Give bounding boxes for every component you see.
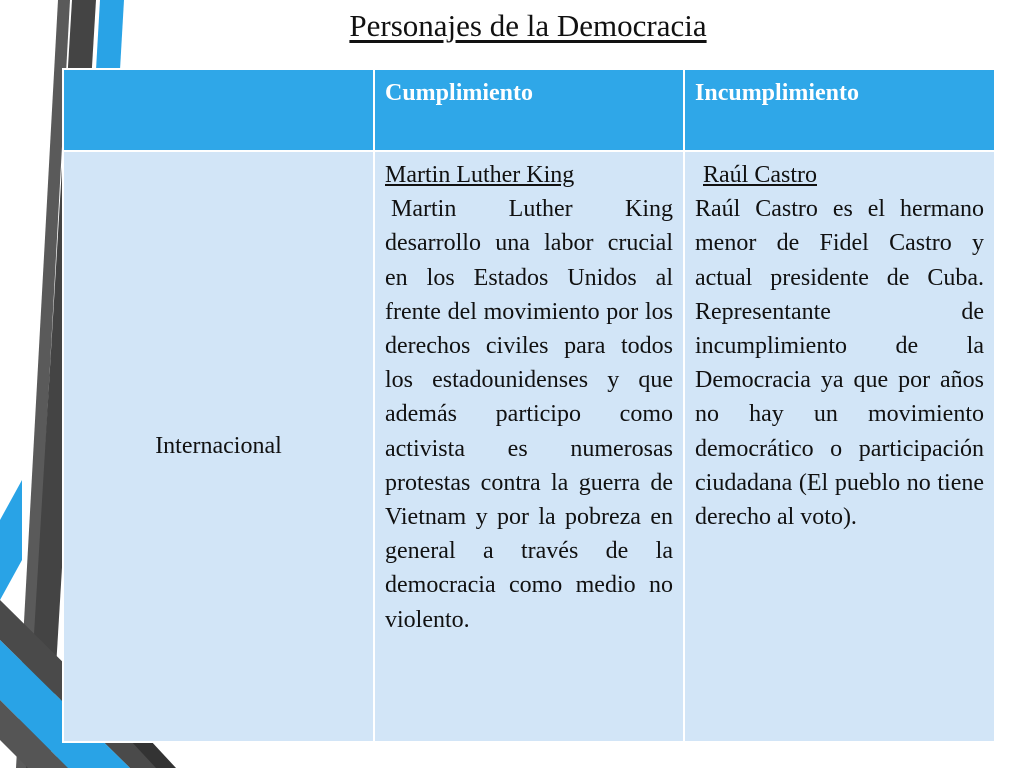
stripe-gray-bottom-2: [0, 700, 68, 768]
cell-incumplimiento: [684, 151, 995, 742]
stripe-blue-left: [0, 480, 22, 600]
header-incumplimiento: Incumplimiento: [684, 69, 995, 151]
comparison-table: [62, 68, 996, 743]
cell-cumplimiento: [374, 151, 684, 742]
table-row: [63, 151, 995, 742]
description-incumplimiento: Raúl Castro es el hermano menor de Fidel Castro y actual presidente de Cuba. Representante de incumplimiento de la Democracia ya que por años no hay un movimiento democrático o participación ciudadana (El pueblo no tiene derecho al voto).: [695, 196, 984, 531]
slide-title: Personajes de la Democracia: [349, 8, 707, 43]
table-header-row: [63, 69, 995, 151]
stripe-dark-bottom: [130, 740, 176, 768]
person-name-incumplimiento: Raúl Castro: [703, 162, 817, 188]
description-cumplimiento: Martin Luther King desarrollo una labor crucial en los Estados Unidos al frente del movimiento por los derechos civiles para todos los estadounidenses y que además participo como activista es numerosas protestas contra la guerra de Vietnam y por la pobreza en general a través de la democracia como medio no violento.: [385, 196, 673, 633]
header-cumplimiento: Cumplimiento: [374, 69, 684, 151]
person-name-cumplimiento: Martin Luther King: [385, 162, 575, 188]
row-label-internacional: Internacional: [63, 151, 374, 742]
header-empty: [63, 69, 374, 151]
